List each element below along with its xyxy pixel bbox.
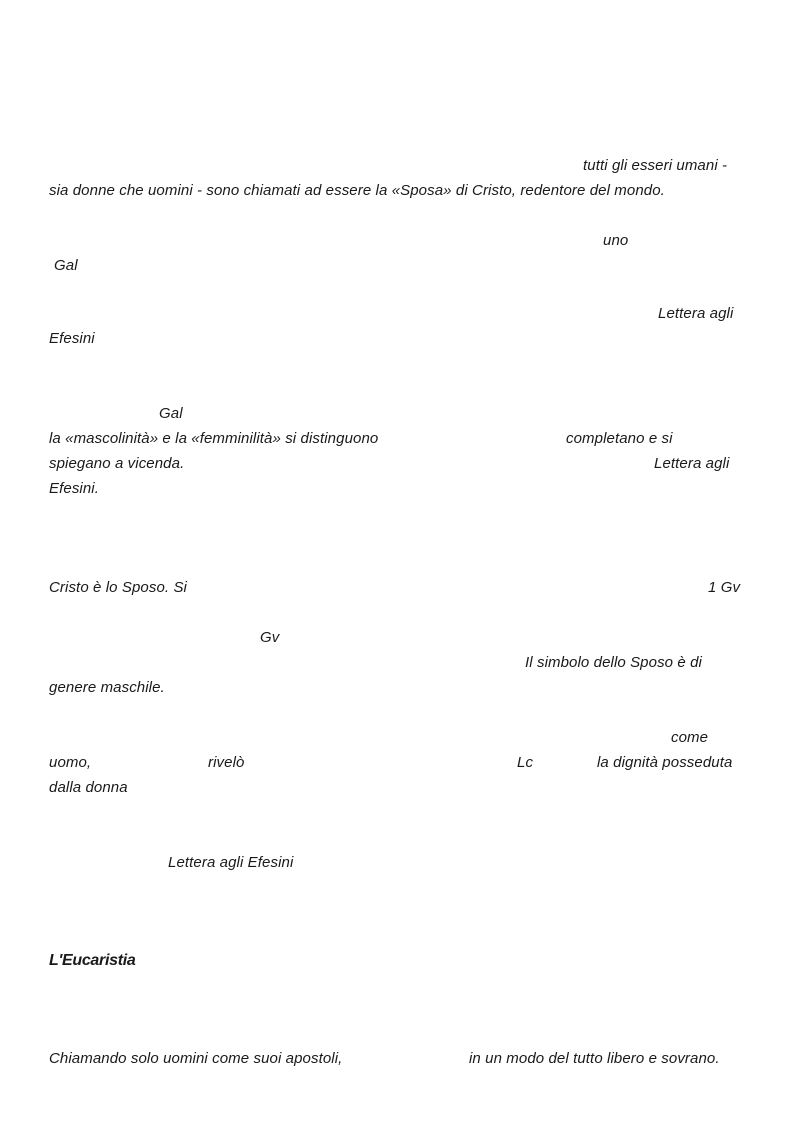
text-fragment: rivelò xyxy=(208,754,245,771)
text-fragment: dalla donna xyxy=(49,779,128,796)
text-fragment: Efesini xyxy=(49,330,95,347)
text-fragment: Efesini. xyxy=(49,480,99,497)
text-fragment: genere maschile. xyxy=(49,679,165,696)
text-fragment: 1 Gv xyxy=(708,579,741,596)
text-fragment: in un modo del tutto libero e sovrano. xyxy=(469,1050,720,1067)
text-fragment: Lettera agli xyxy=(658,305,734,322)
text-fragment: uno xyxy=(603,232,629,249)
text-fragment: Lc xyxy=(517,754,534,771)
text-fragment: come xyxy=(671,729,709,746)
text-fragment: la «mascolinità» e la «femminilità» si distinguono xyxy=(49,430,379,447)
text-fragment: Gal xyxy=(54,257,78,274)
text-fragment: completano e si xyxy=(566,430,673,447)
text-fragment: Il simbolo dello Sposo è di xyxy=(525,654,702,671)
text-fragment: la dignità posseduta xyxy=(597,754,733,771)
text-fragment: Lettera agli xyxy=(654,455,730,472)
text-fragment: Chiamando solo uomini come suoi apostoli, xyxy=(49,1050,343,1067)
text-fragment: tutti gli esseri umani - xyxy=(583,157,728,174)
text-fragment: Gal xyxy=(159,405,183,422)
text-fragment: Lettera agli Efesini xyxy=(168,854,294,871)
text-fragment: Cristo è lo Sposo. Si xyxy=(49,579,187,596)
section-heading: L'Eucaristia xyxy=(49,952,136,969)
text-fragment: Gv xyxy=(260,629,280,646)
text-fragment: spiegano a vicenda. xyxy=(49,455,185,472)
text-fragment: uomo, xyxy=(49,754,92,771)
text-fragment: sia donne che uomini - sono chiamati ad essere la «Sposa» di Cristo, redentore del mondo. xyxy=(49,182,665,199)
